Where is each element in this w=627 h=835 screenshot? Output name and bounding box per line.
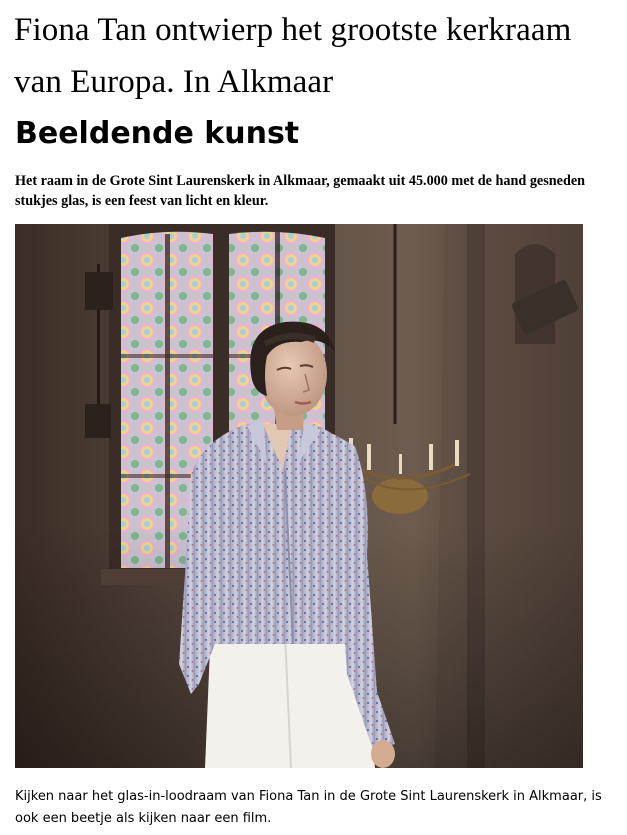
article-lead: Het raam in de Grote Sint Laurenskerk in Alkmaar, gemaakt uit 45.000 met de hand gesneden stukjes glas, is een feest van licht en kleur. <box>15 173 586 209</box>
section-heading: Beeldende kunst <box>15 116 300 151</box>
article-photo <box>15 224 583 768</box>
article-headline: Fiona Tan ontwierp het grootste kerkraam van Europa. In Alkmaar <box>14 12 572 100</box>
photo-caption: Kijken naar het glas-in-loodraam van Fiona Tan in de Grote Sint Laurenskerk in Alkmaar, is ook een beetje als kijken naar een film. <box>15 789 602 826</box>
